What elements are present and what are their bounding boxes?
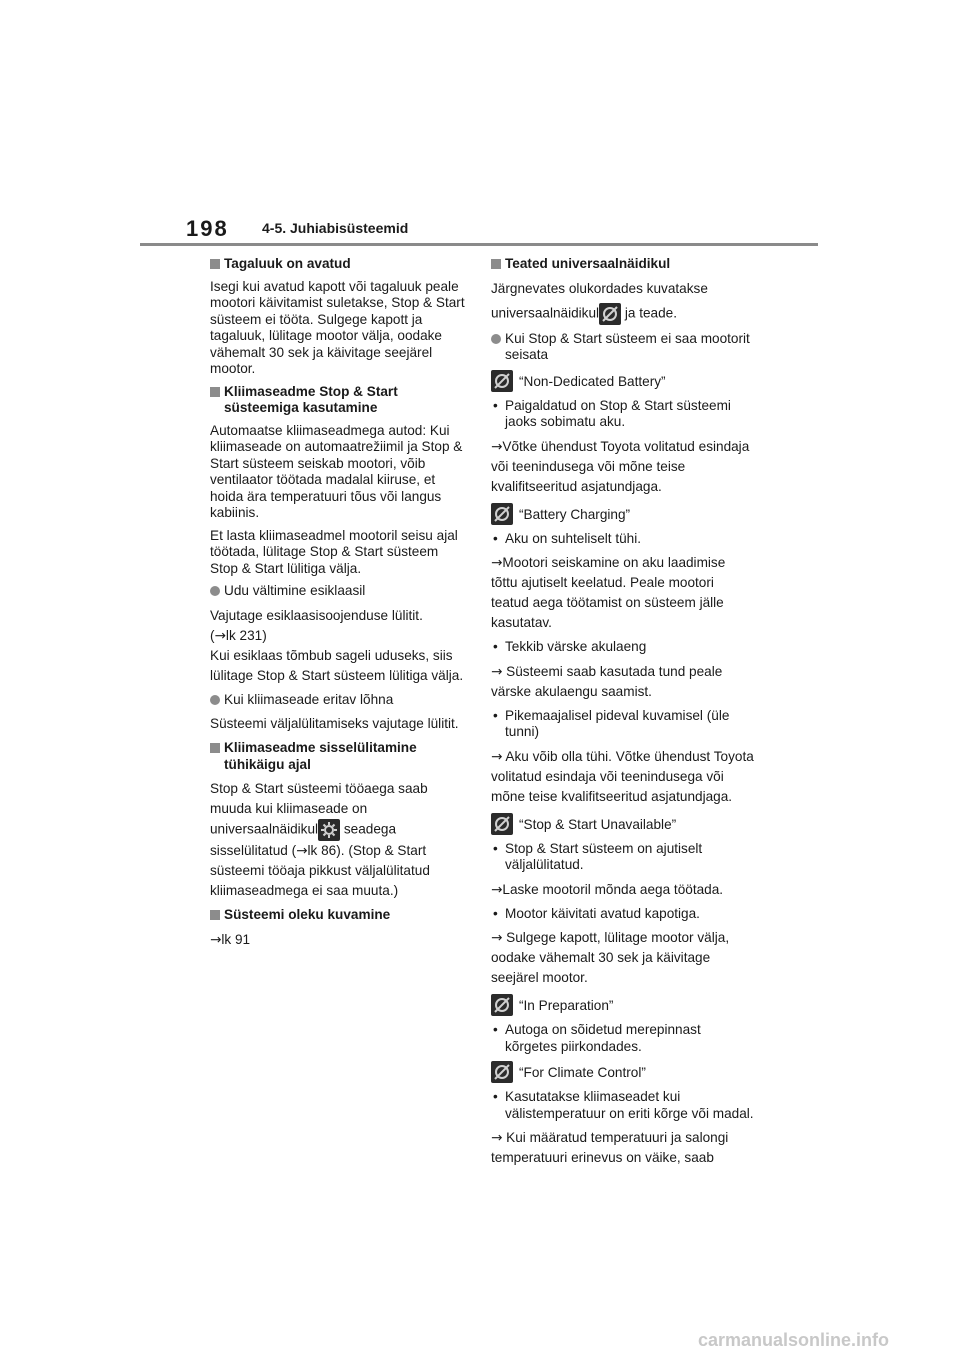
stop-start-off-icon <box>491 994 513 1016</box>
paragraph-intro: Järgnevates olukordades kuvatakse universaalnäidikul ja teade. <box>491 279 755 325</box>
arrow-icon: → <box>491 881 503 898</box>
stop-start-off-icon <box>491 503 513 525</box>
ref-status <box>210 930 468 950</box>
paragraph-remedy: →Võtke ühendust Toyota volitatud esindaja või teenindusega või mõne teise kvalifitseeritud asjatundjaga. <box>491 438 750 494</box>
list-item: • Mootor käivitati avatud kapotiga. <box>493 905 700 921</box>
left-column <box>210 256 468 956</box>
gear-icon <box>318 819 340 841</box>
ref-link[interactable]: lk 91 <box>221 931 251 947</box>
square-bullet-icon <box>210 387 220 397</box>
list-item: • Stop & Start süsteem on ajutiselt väljalülitatud. <box>493 840 703 872</box>
bullet-smell: Kui kliimaseade eritav lõhna <box>210 692 468 709</box>
paragraph-fog: Vajutage esiklaasisoojenduse lülitit. (→lk 231) Kui esiklaas tõmbub sageli uduseks, siis lülitage Stop & Start süsteem lülitiga välja. <box>210 607 464 683</box>
heading-climate: Kliimaseadme Stop & Start süsteemiga kasutamine <box>210 384 468 417</box>
round-bullet-icon <box>491 334 501 344</box>
paragraph-remedy: →Mootori seiskamine on aku laadimise tõttu ajutiselt keelatud. Peale mootori teatud aega töötamist on süsteem jälle kasutatav. <box>491 555 726 630</box>
list-item: • Pikemaajalisel pideval kuvamisel (üle tunni) <box>493 707 730 739</box>
stop-start-off-icon <box>491 1061 513 1083</box>
paragraph-idle: Stop & Start süsteemi tööaega saab muuda kui kliimaseade on universaalnäidikul seadega sisselülitatud (→lk 86). (Stop & Start süsteemi tööaja pikkust väljalülitatud kliimaseadmega ei saa muuta.) <box>210 781 430 898</box>
message-in-preparation: “In Preparation” <box>491 994 755 1016</box>
arrow-icon: → <box>491 930 503 946</box>
message-for-climate-control: “For Climate Control” <box>491 1061 755 1083</box>
arrow-icon: → <box>296 843 308 859</box>
paragraph-remedy: → Sulgege kapott, lülitage mootor välja, oodake vähemalt 30 sek ja käivitage seejärel mootor. <box>491 930 730 985</box>
paragraph-climate-1: Automaatse kliimaseadmega autod: Kui kliimaseade on automaatrežiimil ja Stop & Start süsteem seiskab mootori, võib ventilaator töötada madalal kiiruse, et hoida ära temperatuuri tõus või langus kabiinis. <box>210 422 463 520</box>
paragraph-remedy: →Laske mootoril mõnda aega töötada. <box>491 881 724 898</box>
bullet-cannot-stop: Kui Stop & Start süsteem ei saa mootorit seisata <box>491 331 755 364</box>
paragraph-remedy: → Aku võib olla tühi. Võtke ühendust Toyota volitatud esindaja või teenindusega või mõne teise kvalifitseeritud asjatundjaga. <box>491 748 754 804</box>
stop-start-off-icon <box>599 303 621 325</box>
paragraph-remedy: → Kui määratud temperatuuri ja salongi temperatuuri erinevus on väike, saab <box>491 1130 729 1165</box>
watermark: carmanualsonline.info <box>698 1330 890 1350</box>
list-item: • Tekkib värske akulaeng <box>493 639 647 654</box>
round-bullet-icon <box>210 586 220 596</box>
arrow-icon: → <box>491 555 503 571</box>
arrow-icon: → <box>491 1130 503 1146</box>
list-item: • Paigaldatud on Stop & Start süsteemi jaoks sobimatu aku. <box>493 397 731 429</box>
stop-start-off-icon <box>491 813 513 835</box>
heading-status: Süsteemi oleku kuvamine <box>210 907 468 924</box>
heading-idle: Kliimaseadme sisselülitamine tühikäigu ajal <box>210 740 468 773</box>
bullet-fog: Udu vältimine esiklaasil <box>210 583 468 600</box>
arrow-icon: → <box>491 438 503 455</box>
arrow-icon: → <box>491 663 503 680</box>
heading-hood: Tagaluuk on avatud <box>210 256 468 273</box>
arrow-icon: → <box>214 627 226 644</box>
square-bullet-icon <box>491 259 501 269</box>
right-column <box>491 256 755 1174</box>
paragraph-hood: Isegi kui avatud kapott või tagaluuk peale mootori käivitamist suletakse, Stop & Start süsteem ei tööta. Sulgege kapott ja tagaluuk, lülitage mootor välja, oodake vähemalt 30 sek ja käivitage seejärel mootor. <box>210 278 465 376</box>
arrow-icon: → <box>491 748 503 765</box>
heading-messages: Teated universaalnäidikul <box>491 256 755 273</box>
list-item: • Kasutatakse kliimaseadet kui välistemperatuur on eriti kõrge või madal. <box>493 1089 754 1121</box>
message-stop-start-unavailable: “Stop & Start Unavailable” <box>491 813 755 835</box>
header-rule <box>140 243 818 246</box>
round-bullet-icon <box>210 695 220 705</box>
page-number: 198 <box>186 216 229 241</box>
square-bullet-icon <box>210 259 220 269</box>
list-item: • Autoga on sõidetud merepinnast kõrgetes piirkondades. <box>493 1022 701 1054</box>
section-title: 4-5. Juhiabisüsteemid <box>262 220 409 236</box>
paragraph-smell: Süsteemi väljalülitamiseks vajutage lülitit. <box>210 716 459 731</box>
stop-start-off-icon <box>491 370 513 392</box>
square-bullet-icon <box>210 910 220 920</box>
paragraph-remedy: → Süsteemi saab kasutada tund peale värske akulaengu saamist. <box>491 663 723 699</box>
message-battery-charging: “Battery Charging” <box>491 503 755 525</box>
list-item: • Aku on suhteliselt tühi. <box>493 530 642 546</box>
ref-link[interactable]: lk 231) <box>225 627 267 643</box>
message-non-dedicated-battery: “Non-Dedicated Battery” <box>491 370 755 392</box>
paragraph-climate-2: Et lasta kliimaseadmel mootoril seisu ajal töötada, lülitage Stop & Start süsteem Stop & Start lülitiga välja. <box>210 527 458 576</box>
arrow-icon: → <box>210 931 222 948</box>
square-bullet-icon <box>210 743 220 753</box>
